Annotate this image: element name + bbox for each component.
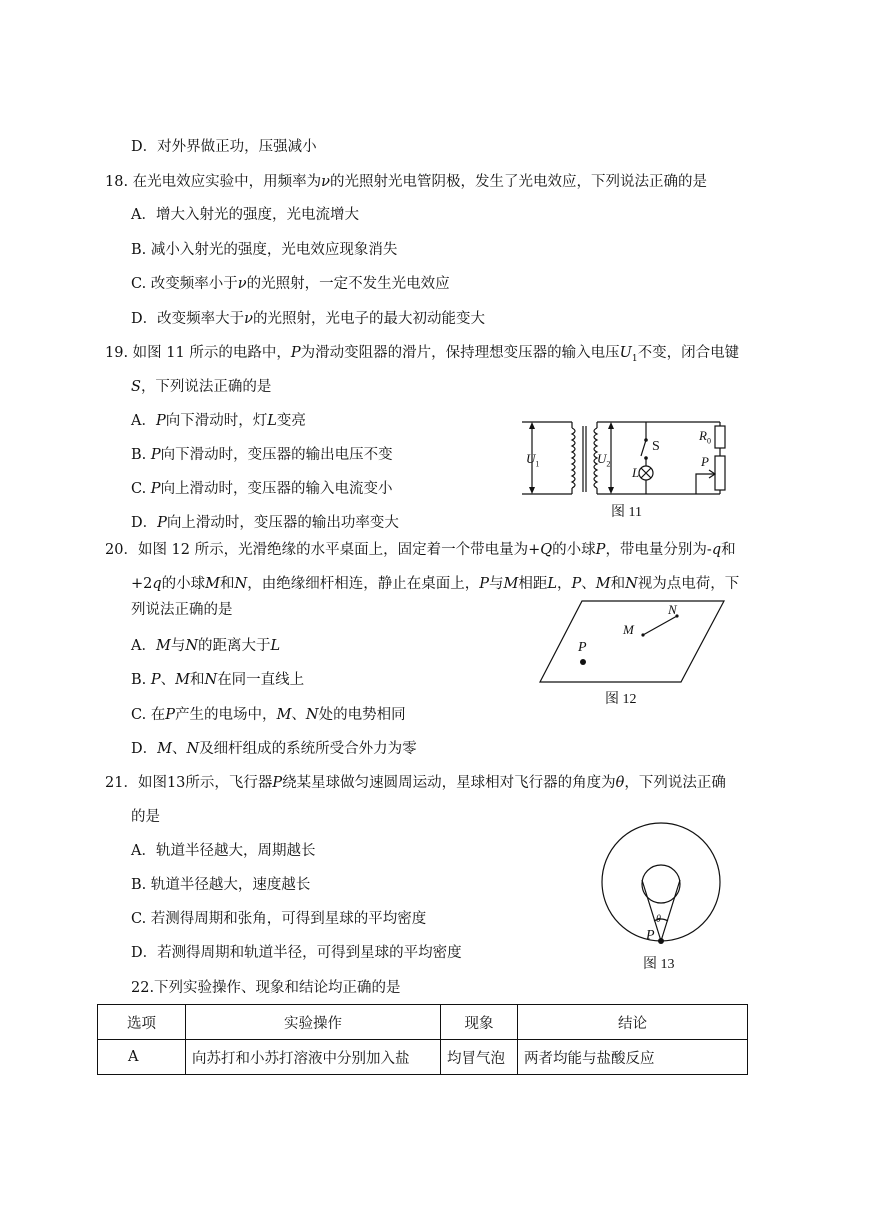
q21-stem-line2: 的是: [131, 809, 160, 825]
fig11-r0-label: $R_0$: [699, 428, 711, 446]
table-header-cell: 结论: [518, 1005, 748, 1040]
table-cell: 向苏打和小苏打溶液中分别加入盐: [186, 1040, 441, 1075]
fig12-m-label: M: [623, 622, 634, 637]
q19-option-d: D．P向上滑动时，变压器的输出功率变大: [131, 515, 399, 531]
figure-12-table: [538, 598, 728, 688]
fig11-p-label: P: [701, 454, 709, 469]
q18-option-b: B. 减小入射光的强度，光电效应现象消失: [131, 242, 398, 258]
table-header-cell: 实验操作: [186, 1005, 441, 1040]
q21-option-c: C. 若测得周期和张角，可得到星球的平均密度: [131, 911, 427, 927]
table-cell: 两者均能与盐酸反应: [518, 1040, 748, 1075]
q20-option-d: D．M、N及细杆组成的系统所受合外力为零: [131, 741, 417, 757]
fig13-theta-label: θ: [656, 914, 661, 925]
table-header-cell: 选项: [98, 1005, 186, 1040]
q22-stem: 22.下列实验操作、现象和结论均正确的是: [131, 980, 401, 996]
fig11-s-label: S: [652, 439, 660, 454]
q20-option-b: B. P、M和N在同一直线上: [131, 672, 305, 688]
table-row: [98, 1040, 748, 1075]
q21-option-d: D．若测得周期和轨道半径，可得到星球的平均密度: [131, 945, 462, 961]
q18-option-d: D．改变频率大于ν的光照射，光电子的最大初动能变大: [131, 311, 485, 327]
figure-11-caption: 图 11: [611, 505, 642, 520]
fig11-u1-label: $U_1$: [526, 451, 540, 469]
fig12-p-label: P: [578, 640, 587, 655]
q20-stem-line2: +2q的小球M和N，由绝缘细杆相连，静止在桌面上，P与M相距L，P、M和N视为点电荷，下: [131, 576, 740, 592]
figure-13-caption: 图 13: [643, 957, 675, 972]
q19-option-a: A．P向下滑动时，灯L变亮: [131, 413, 306, 429]
q18-option-c: C. 改变频率小于ν的光照射，一定不发生光电效应: [131, 276, 450, 292]
fig13-p-label: P: [646, 928, 655, 943]
q20-option-c: C. 在P产生的电场中，M、N处的电势相同: [131, 707, 406, 723]
q21-option-a: A．轨道半径越大，周期越长: [131, 843, 316, 859]
q21-stem-line1: 21．如图13所示，飞行器P绕某星球做匀速圆周运动，星球相对飞行器的角度为θ，下列说法正确: [105, 775, 726, 791]
fig12-n-label: N: [668, 602, 677, 617]
table-header-row: [98, 1005, 748, 1040]
figure-13-orbit: [600, 822, 724, 946]
fig11-u2-label: $U_2$: [597, 451, 611, 469]
figure-12-caption: 图 12: [605, 692, 637, 707]
q22-table: [97, 1004, 748, 1075]
q19-stem-line2: S，下列说法正确的是: [131, 379, 272, 395]
q19-stem-line1: 19. 如图 11 所示的电路中，P为滑动变阻器的滑片，保持理想变压器的输入电压$U_1$不变，闭合电键: [105, 345, 740, 364]
q20-stem-line1: 20．如图 12 所示，光滑绝缘的水平桌面上，固定着一个带电量为+Q的小球P，带电量分别为-q和: [105, 542, 736, 558]
q21-option-b: B. 轨道半径越大，速度越长: [131, 877, 311, 893]
q20-option-a: A．M与N的距离大于L: [131, 638, 281, 654]
q19-option-b: B. P向下滑动时，变压器的输出电压不变: [131, 447, 393, 463]
q18-option-a: A．增大入射光的强度，光电流增大: [131, 207, 359, 223]
q18-stem: 18. 在光电效应实验中，用频率为ν的光照射光电管阴极，发生了光电效应，下列说法正确的是: [105, 174, 707, 190]
table-cell: A: [98, 1040, 186, 1075]
fig11-l-label: L: [632, 465, 640, 480]
table-header-cell: 现象: [441, 1005, 518, 1040]
table-cell: 均冒气泡: [441, 1040, 518, 1075]
q19-option-c: C. P向上滑动时，变压器的输入电流变小: [131, 481, 393, 497]
q20-stem-line3: 列说法正确的是: [131, 602, 233, 618]
q17-option-d: D．对外界做正功，压强减小: [131, 139, 317, 155]
